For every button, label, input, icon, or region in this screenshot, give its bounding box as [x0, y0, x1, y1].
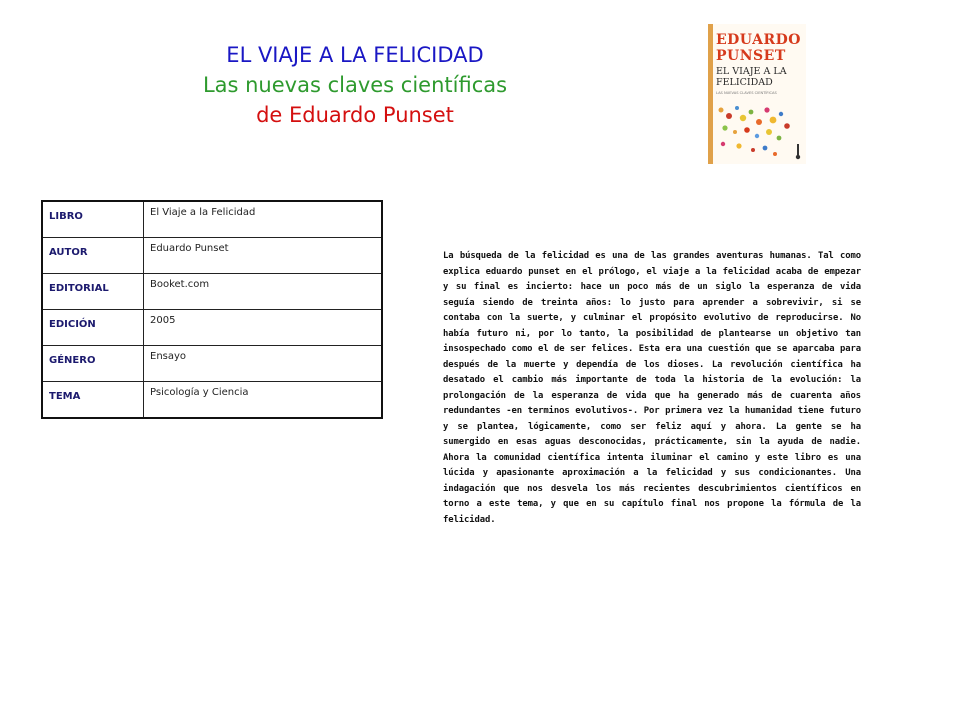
page-title: [150, 40, 560, 130]
book-subtitle: Las nuevas claves científicas: [202, 73, 508, 97]
table-value: 2005: [144, 310, 383, 346]
table-key: LIBRO: [42, 201, 144, 238]
cover-subtitle: LAS NUEVAS CLAVES CIENTÍFICAS: [716, 91, 777, 95]
cover-author-line2: PUNSET: [716, 48, 786, 64]
table-row: [42, 238, 382, 274]
cover-title: [716, 66, 806, 88]
book-info-table: [41, 200, 383, 419]
cover-title-line1: EL VIAJE A LA: [716, 66, 787, 77]
table-value: Ensayo: [144, 346, 383, 382]
book-description: La búsqueda de la felicidad es una de las grandes aventuras humanas. Tal como explica eduardo punset en el prólogo, el viaje a la felicidad acaba de empezar y su final es incierto: hace un poco más de un siglo la esperanza de vida seguía siendo de treinta años: lo justo para aprender a sobrevivir, si se contaba con la suerte, y culminar el propósito evolutivo de reproducirse. No había futuro ni, por lo tanto, la posibilidad de plantearse un objetivo tan insospechado como el de ser felices. Esta era una cuestión que se aparcaba para después de la muerte y dependía de los dioses. La revolución científica ha desatado el cambio más importante de toda la historia de la evolución: la prolongación de la esperanza de vida que ha generado más de cuarenta años redundantes -en terminos evolutivos-. Por primera vez la humanidad tiene futuro y se plantea, lógicamente, como ser feliz aquí y ahora. La gente se ha sumergido en esas aguas desconocidas, prácticamente, sin la ayuda de nadie. Ahora la comunidad científica intenta iluminar el camino y este libro es una lúcida y apasionante aproximación a la felicidad y sus condicionantes. Una indagación que nos desvela los más recientes descubrimientos científicos en torno a este tema, y que en su capítulo final nos propone la fórmula de la felicidad.: [443, 251, 861, 525]
table-row: [42, 346, 382, 382]
table-value: Eduardo Punset: [144, 238, 383, 274]
table-key: TEMA: [42, 382, 144, 419]
cover-author-line1: EDUARDO: [716, 32, 801, 48]
book-cover-image: [708, 24, 806, 164]
cover-dots-illustration: [713, 96, 806, 164]
table-value: Booket.com: [144, 274, 383, 310]
table-row: [42, 201, 382, 238]
table-key: AUTOR: [42, 238, 144, 274]
cover-author: [716, 32, 804, 64]
table-key: EDICIÓN: [42, 310, 144, 346]
table-key: GÉNERO: [42, 346, 144, 382]
table-value: El Viaje a la Felicidad: [144, 201, 383, 238]
table-row: [42, 310, 382, 346]
cover-title-line2: FELICIDAD: [716, 77, 773, 88]
table-row: [42, 274, 382, 310]
book-title: EL VIAJE A LA FELICIDAD: [226, 43, 484, 67]
table-key: EDITORIAL: [42, 274, 144, 310]
table-row: [42, 382, 382, 419]
table-value: Psicología y Ciencia: [144, 382, 383, 419]
book-byline: de Eduardo Punset: [256, 103, 454, 127]
